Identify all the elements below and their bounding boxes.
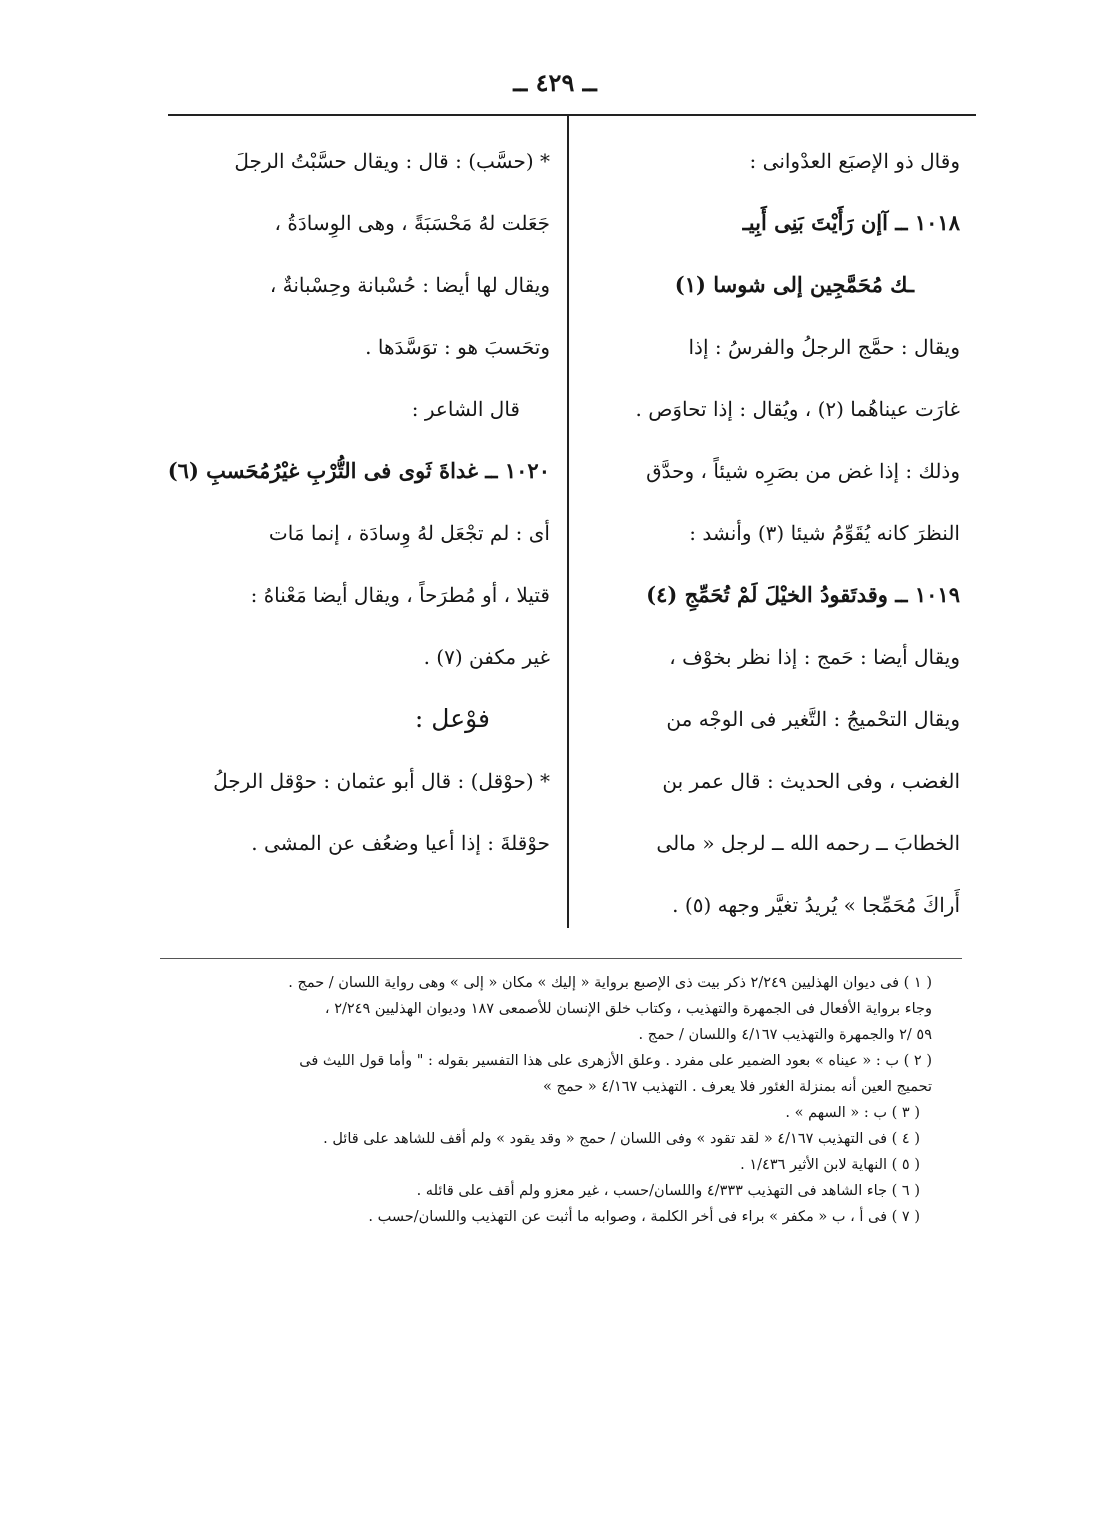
text-line: ويقال : حمَّج الرجلُ والفرسُ : إذا xyxy=(688,335,960,359)
footnote-line: وجاء برواية الأفعال فى الجمهرة والتهذيب ، وكتاب خلق الإنسان للأصمعى ١٨٧ وديوان الهذليين ٢/٢٤٩ ، xyxy=(324,1001,932,1017)
text-line: غارَت عيناهُما (٢) ، ويُقال : إذا تحاوَص . xyxy=(635,397,960,421)
footnote-line: ٥٩ /٢ والجمهرة والتهذيب ٤/١٦٧ واللسان / حمج . xyxy=(638,1027,932,1043)
text-line: وذلك : إذا غض من بصَرِه شيئاً ، وحدَّق xyxy=(646,459,960,483)
footnote-line: ( ٥ ) النهاية لابن الأثير ١/٤٣٦ . xyxy=(740,1157,920,1173)
page-number: ــ ٤٢٩ ــ xyxy=(513,68,597,97)
footnote-line: ( ٧ ) فى أ ، ب « مكفر » براء فى أخر الكلمة ، وصوابه ما أثبت عن التهذيب واللسان/حسب . xyxy=(368,1209,920,1225)
text-line: قتيلا ، أو مُطرَحاً ، ويقال أيضا مَعْناهُ : xyxy=(250,583,550,607)
text-line: جَعَلت لهُ مَحْسَبَةً ، وهى الوِسادَةُ ، xyxy=(274,211,550,235)
footnote-rule xyxy=(160,958,962,959)
text-line: أى : لم تجْعَل لهُ وِسادَة ، إنما مَات xyxy=(268,521,550,545)
text-line: وقال ذو الإصبَع العدْوانى : xyxy=(749,149,960,173)
footnote-line: ( ٤ ) فى التهذيب ٤/١٦٧ « لقد تقود » وفى اللسان / حمج « وقد يقود » ولم أقف للشاهد على قائل . xyxy=(323,1131,920,1147)
text-line: ويقال أيضا : حَمج : إذا نظر بخوْف ، xyxy=(669,645,960,669)
footnote-line: ( ٦ ) جاء الشاهد فى التهذيب ٤/٣٣٣ واللسان/حسب ، غير معزو ولم أقف على قائله . xyxy=(416,1183,920,1199)
text-line: حوْقلةَ : إذا أعيا وضعُف عن المشى . xyxy=(251,831,550,855)
header-rule xyxy=(168,114,976,116)
footnote-line: ( ٣ ) ب : « السهم » . xyxy=(785,1105,920,1121)
verse-line: ١٠١٩ ــ وقدتَقودُ الخيْلَ لَمْ تُحَمِّجِ (٤) xyxy=(646,582,960,607)
text-line: * (حسَّب) : قال : ويقال حسَّبْتُ الرجلَ xyxy=(234,149,550,173)
section-heading: فوْعل : xyxy=(414,704,490,733)
text-line: الغضب ، وفى الحديث : قال عمر بن xyxy=(662,769,960,793)
text-line: قال الشاعر : xyxy=(411,397,520,421)
text-line: وتحَسبَ هو : توَسَّدَها . xyxy=(365,335,550,359)
text-line: غير مكفن (٧) . xyxy=(423,645,550,669)
verse-line: ـك مُحَمَّجِين إلى شوسا (١) xyxy=(674,272,914,297)
text-line: أَراكَ مُحَمِّجا » يُريدُ تغيَّر وجهه (٥) . xyxy=(672,893,960,917)
footnote-line: ( ٢ ) ب : « عيناه » بعود الضمير على مفرد . وعلق الأزهرى على هذا التفسير بقوله : " وأما قول الليث فى xyxy=(299,1053,932,1069)
text-line: * (حوْقل) : قال أبو عثمان : حوْقل الرجلُ xyxy=(213,769,550,793)
footnote-line: ( ١ ) فى ديوان الهذليين ٢/٢٤٩ ذكر بيت ذى الإصبع برواية « إليك » مكان « إلى » وهى رواية اللسان / حمج . xyxy=(288,975,932,991)
footnote-line: تحميج العين أنه بمنزلة الغئور فلا يعرف . التهذيب ٤/١٦٧ « حمج » xyxy=(543,1079,932,1095)
verse-line: ١٠١٨ ــ آإن رَأَيْتَ بَنِى أَبِيـ xyxy=(742,210,960,235)
text-line: الخطابَ ــ رحمه الله ــ لرجل « مالى xyxy=(656,831,960,855)
right-column xyxy=(588,130,960,936)
column-divider xyxy=(567,116,569,928)
text-line: النظرَ كانه يُقَوِّمُ شيئا (٣) وأنشد : xyxy=(689,521,960,545)
verse-line: ١٠٢٠ ــ غداةَ ثَوى فى التُّرْبِ غيْرُمُحَسبِ (٦) xyxy=(167,458,550,483)
text-line: ويقال التحْميجُ : التَّغير فى الوجْه من xyxy=(666,707,960,731)
left-column xyxy=(162,130,550,874)
footnotes xyxy=(150,970,932,1230)
text-line: ويقال لها أيضا : حُسْبانة وحِسْبانةٌ ، xyxy=(269,273,550,297)
